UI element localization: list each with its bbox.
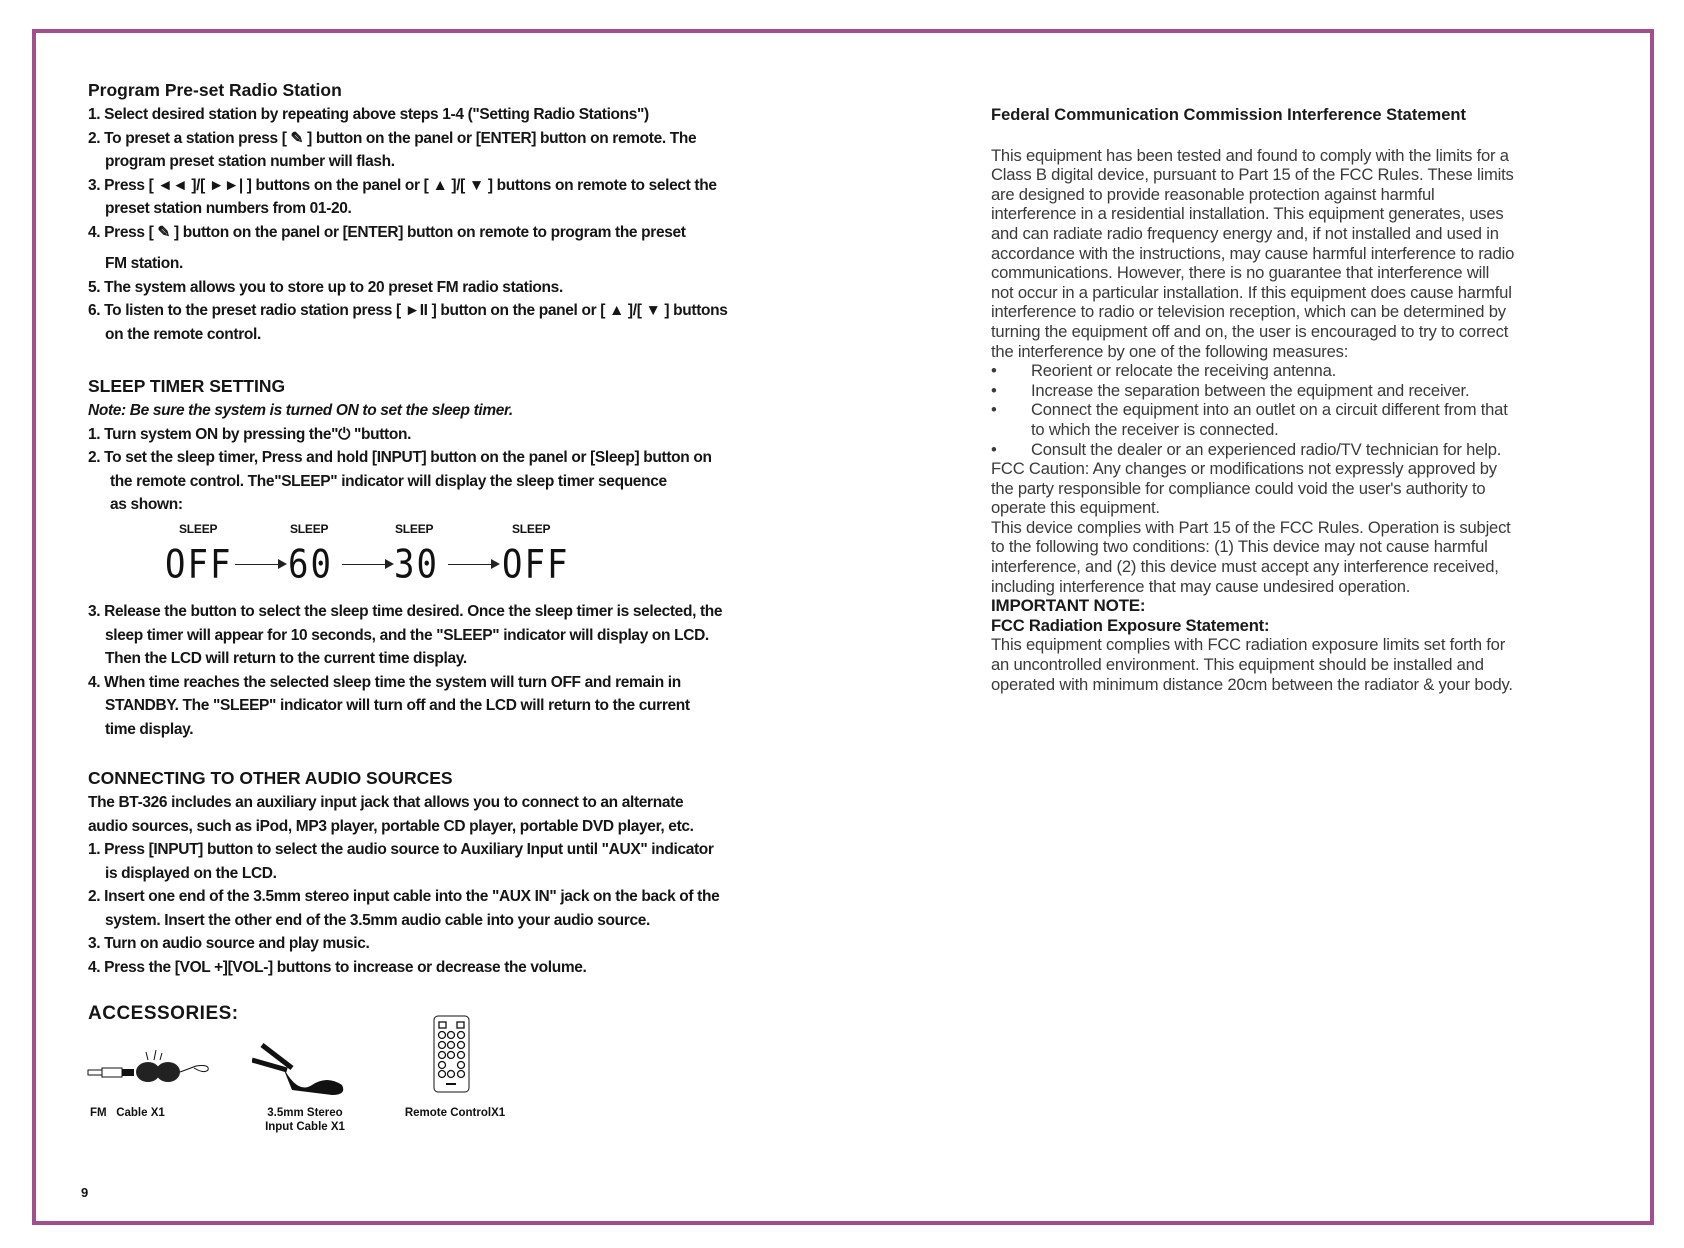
- sleep-indicator-label: SLEEP: [290, 522, 329, 536]
- connecting-line: audio sources, such as iPod, MP3 player, portable CD player, portable DVD player, etc.: [88, 817, 694, 835]
- audio-cable-icon: [252, 1040, 352, 1095]
- accessories-title: ACCESSORIES:: [88, 1003, 239, 1024]
- page-number: 9: [81, 1185, 89, 1200]
- fcc-bullet-text: Increase the separation between the equipment and receiver.: [1031, 380, 1470, 400]
- lcd-digits: 30: [394, 542, 439, 588]
- important-note-heading: IMPORTANT NOTE:: [991, 596, 1146, 616]
- fcc-bullet-text: Connect the equipment into an outlet on a circuit different from that: [1031, 400, 1508, 420]
- sleep-line: time display.: [105, 720, 194, 738]
- lcd-digits: OFF: [502, 542, 570, 588]
- fcc-title: Federal Communication Commission Interference Statement: [991, 106, 1466, 124]
- sleep-section: [88, 373, 808, 517]
- bullet-icon: •: [991, 380, 997, 400]
- sleep-line: 3. Release the button to select the sleep time desired. Once the sleep timer is selected, the: [88, 603, 723, 620]
- connecting-line: 1. Press [INPUT] button to select the audio source to Auxiliary Input until "AUX" indicator: [88, 841, 714, 858]
- fcc-bullet-text: Reorient or relocate the receiving antenna.: [1031, 361, 1337, 381]
- fcc-bullet-item: [991, 440, 1551, 460]
- fcc-bullet-list: [991, 361, 1551, 459]
- fcc-text-line: Class B digital device, pursuant to Part 15 of the FCC Rules. These limits: [991, 165, 1514, 185]
- fcc-text-line: an uncontrolled environment. This equipment should be installed and: [991, 655, 1484, 675]
- fcc-section: [991, 106, 1551, 694]
- preset-title: Program Pre-set Radio Station: [88, 80, 342, 100]
- fcc-paragraph: [991, 146, 1551, 362]
- fcc-bullet-text: Consult the dealer or an experienced radio/TV technician for help.: [1031, 439, 1502, 459]
- fcc-text-line: not occur in a particular installation. If this equipment does cause harmful: [991, 282, 1512, 302]
- sleep-indicator-label: SLEEP: [179, 522, 218, 536]
- fcc-text-line: interference in a residential installation. This equipment generates, uses: [991, 204, 1504, 224]
- preset-line: 3. Press [ ◄◄ ]/[ ►►| ] buttons on the panel or [ ▲ ]/[ ▼ ] buttons on remote to select the: [88, 176, 717, 194]
- accessory-label-fm-cable: FM Cable X1: [90, 1107, 165, 1119]
- preset-line: 2. To preset a station press [ ✎ ] button on the panel or [ENTER] button on remote. The: [88, 129, 697, 147]
- arrow-right-icon: [342, 564, 392, 565]
- fcc-bullet-item: [991, 381, 1551, 401]
- fcc-text-line: turning the equipment off and on, the user is encouraged to try to correct: [991, 321, 1509, 341]
- arrow-right-icon: [448, 564, 498, 565]
- fcc-bullet-item: [991, 400, 1551, 420]
- fcc-text-line: the party responsible for compliance could void the user's authority to: [991, 478, 1486, 498]
- accessory-label-line: Input Cable X1: [265, 1121, 345, 1133]
- connecting-section: [88, 765, 808, 979]
- fcc-bullet-text: to which the receiver is connected.: [1031, 419, 1279, 439]
- sleep-line: the remote control. The"SLEEP" indicator will display the sleep timer sequence: [110, 472, 667, 490]
- preset-line: 4. Press [ ✎ ] button on the panel or [ENTER] button on remote to program the preset: [88, 223, 686, 241]
- fcc-bullet-item: [991, 361, 1551, 381]
- bullet-icon: •: [991, 400, 997, 420]
- sleep-note: Note: Be sure the system is turned ON to set the sleep timer.: [88, 402, 513, 419]
- fcc-text-line: This equipment has been tested and found to comply with the limits for a: [991, 145, 1509, 165]
- accessory-label-remote: Remote ControlX1: [404, 1107, 506, 1119]
- remote-control-icon: [433, 1015, 471, 1095]
- sleep-line: Then the LCD will return to the current time display.: [105, 650, 467, 667]
- fcc-text-line: operated with minimum distance 20cm between the radiator & your body.: [991, 674, 1513, 694]
- connecting-line: 4. Press the [VOL +][VOL-] buttons to increase or decrease the volume.: [88, 958, 587, 976]
- fcc-text-line: This device complies with Part 15 of the FCC Rules. Operation is subject: [991, 517, 1511, 537]
- sleep-title: SLEEP TIMER SETTING: [88, 376, 286, 396]
- fcc-bullet-item: [991, 420, 1551, 440]
- connecting-line: system. Insert the other end of the 3.5mm audio cable into your audio source.: [105, 911, 650, 929]
- preset-line: 1. Select desired station by repeating above steps 1-4 ("Setting Radio Stations"): [88, 106, 649, 123]
- preset-line: on the remote control.: [105, 325, 261, 343]
- sleep-line: 4. When time reaches the selected sleep time the system will turn OFF and remain in: [88, 673, 681, 691]
- connecting-line: 3. Turn on audio source and play music.: [88, 935, 370, 952]
- bullet-icon: •: [991, 361, 997, 381]
- fcc-text-line: operate this equipment.: [991, 498, 1160, 518]
- preset-line: FM station.: [105, 255, 183, 272]
- connecting-line: 2. Insert one end of the 3.5mm stereo input cable into the "AUX IN" jack on the back of the: [88, 888, 720, 905]
- connecting-line: is displayed on the LCD.: [105, 864, 277, 882]
- fcc-paragraph: [991, 635, 1551, 694]
- preset-line: program preset station number will flash.: [105, 153, 395, 170]
- sleep-section-continued: [88, 600, 808, 741]
- arrow-right-icon: [235, 564, 285, 565]
- fcc-text-line: to the following two conditions: (1) This device may not cause harmful: [991, 537, 1488, 557]
- preset-line: 5. The system allows you to store up to 20 preset FM radio stations.: [88, 278, 563, 296]
- bullet-icon: •: [991, 439, 997, 459]
- sleep-sequence-diagram: [160, 522, 760, 592]
- sleep-indicator-label: SLEEP: [512, 522, 551, 536]
- preset-section: [88, 77, 808, 346]
- sleep-line: sleep timer will appear for 10 seconds, and the "SLEEP" indicator will display on LCD.: [105, 626, 709, 644]
- fcc-text-line: are designed to provide reasonable protection against harmful: [991, 184, 1435, 204]
- fcc-text-line: interference, and (2) this device must accept any interference received,: [991, 557, 1499, 577]
- preset-line: preset station numbers from 01-20.: [105, 200, 352, 217]
- sleep-line: 1. Turn system ON by pressing the"⏻ "button.: [88, 425, 412, 443]
- fcc-text-line: accordance with the instructions, may cause harmful interference to radio: [991, 243, 1515, 263]
- fm-cable-icon: [86, 1050, 211, 1090]
- sleep-line: as shown:: [110, 496, 183, 513]
- fcc-text-line: the interference by one of the following measures:: [991, 341, 1349, 361]
- fcc-text-line: and can radiate radio frequency energy and, if not installed and used in: [991, 223, 1499, 243]
- fcc-text-line: including interference that may cause undesired operation.: [991, 576, 1411, 596]
- fcc-text-line: communications. However, there is no guarantee that interference will: [991, 263, 1490, 283]
- lcd-digits: OFF: [165, 542, 233, 588]
- accessory-label-line: 3.5mm Stereo: [267, 1107, 343, 1119]
- sleep-line: STANDBY. The "SLEEP" indicator will turn off and the LCD will return to the current: [105, 697, 690, 714]
- sleep-line: 2. To set the sleep timer, Press and hold [INPUT] button on the panel or [Sleep] button on: [88, 449, 712, 466]
- radiation-statement-heading: FCC Radiation Exposure Statement:: [991, 615, 1270, 635]
- fcc-text-line: interference to radio or television reception, which can be determined by: [991, 302, 1506, 322]
- connecting-line: The BT-326 includes an auxiliary input jack that allows you to connect to an alternate: [88, 794, 684, 811]
- fcc-text-line: This equipment complies with FCC radiation exposure limits set forth for: [991, 635, 1506, 655]
- sleep-indicator-label: SLEEP: [395, 522, 434, 536]
- accessory-label-audio-cable: [250, 1106, 360, 1134]
- preset-line: 6. To listen to the preset radio station press [ ►II ] button on the panel or [ ▲ ]/[ ▼ ] buttons: [88, 302, 728, 319]
- fcc-paragraph: [991, 459, 1551, 596]
- connecting-title: CONNECTING TO OTHER AUDIO SOURCES: [88, 768, 453, 788]
- lcd-digits: 60: [288, 542, 333, 588]
- fcc-text-line: FCC Caution: Any changes or modifications not expressly approved by: [991, 459, 1497, 479]
